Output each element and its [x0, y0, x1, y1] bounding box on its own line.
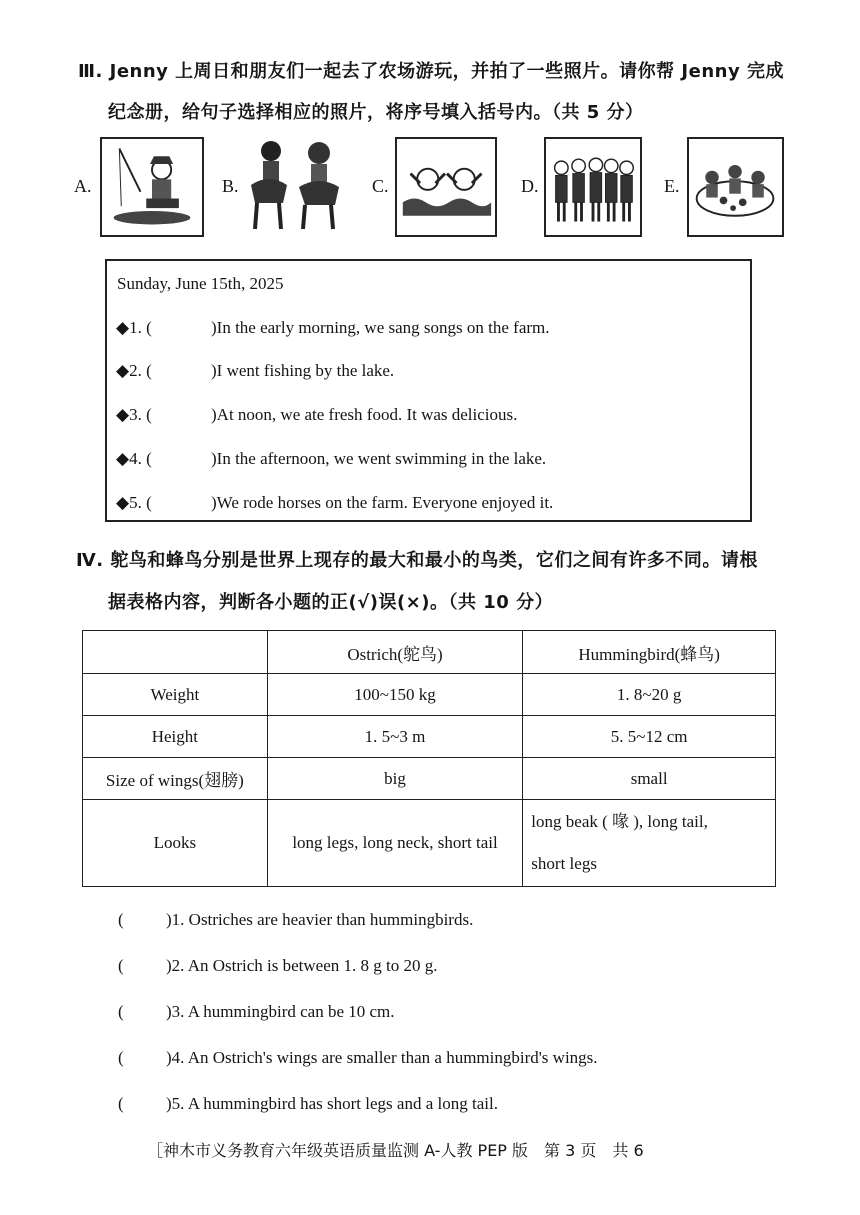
answer-blank[interactable]: ◆1. (	[116, 318, 152, 337]
table-cell: Size of wings(翅膀)	[83, 758, 268, 800]
table-row	[83, 800, 776, 887]
statement-1	[118, 910, 473, 930]
answer-blank[interactable]: (	[118, 1048, 124, 1067]
statement-2	[118, 956, 438, 976]
statement-text: )3. A hummingbird can be 10 cm.	[166, 1002, 395, 1021]
table-cell: 100~150 kg	[267, 674, 523, 716]
answer-blank[interactable]: ◆2. (	[116, 361, 152, 380]
table-cell: 1. 5~3 m	[267, 716, 523, 758]
table-cell: small	[523, 758, 776, 800]
section-4-title-line1: Ⅳ. 鸵鸟和蜂鸟分别是世界上现存的最大和最小的鸟类，它们之间有许多不同。请根	[76, 550, 758, 571]
comparison-table	[82, 630, 776, 887]
statement-text: )5. A hummingbird has short legs and a long tail.	[166, 1094, 498, 1113]
table-cell: Weight	[83, 674, 268, 716]
table-cell	[523, 800, 776, 887]
section-3-title-line1: Ⅲ. Jenny 上周日和朋友们一起去了农场游玩，并拍了一些照片。请你帮 Jenny 完成	[78, 61, 784, 82]
answer-blank[interactable]: ◆3. (	[116, 405, 152, 424]
table-row	[83, 758, 776, 800]
table-header-row	[83, 631, 776, 674]
table-cell: long legs, long neck, short tail	[267, 800, 523, 887]
section-3-title-line2: 纪念册，给句子选择相应的照片，将序号填入括号内。（共 5 分）	[108, 102, 644, 123]
diary-item-4	[116, 449, 546, 469]
table-header-cell: Ostrich(鸵鸟)	[267, 631, 523, 674]
table-cell: big	[267, 758, 523, 800]
page-footer: ［神木市义务教育六年级英语质量监测 A-人教 PEP 版 第 3 页 共 6	[147, 1141, 644, 1160]
diary-item-3	[116, 405, 517, 425]
diary-item-text: )We rode horses on the farm. Everyone enjoyed it.	[211, 493, 554, 512]
table-cell: 5. 5~12 cm	[523, 716, 776, 758]
answer-blank[interactable]: (	[118, 956, 124, 975]
picture-label-a: A.	[74, 176, 92, 196]
answer-blank[interactable]: (	[118, 1002, 124, 1021]
diary-item-text: )In the early morning, we sang songs on the farm.	[211, 318, 550, 337]
statement-text: )1. Ostriches are heavier than hummingbirds.	[166, 910, 474, 929]
statement-5	[118, 1094, 498, 1114]
diary-item-1	[116, 318, 550, 338]
table-row	[83, 674, 776, 716]
picture-label-c: C.	[372, 176, 389, 196]
table-cell: Looks	[83, 800, 268, 887]
statement-3	[118, 1002, 395, 1022]
section-4-title-line2: 据表格内容，判断各小题的正(√)误(×)。（共 10 分）	[108, 592, 554, 613]
table-cell: 1. 8~20 g	[523, 674, 776, 716]
table-row	[83, 716, 776, 758]
fishing-boy-icon	[100, 137, 204, 237]
picture-label-b: B.	[222, 176, 239, 196]
diary-item-2	[116, 361, 394, 381]
horse-riding-icon	[243, 137, 351, 237]
answer-blank[interactable]: ◆5. (	[116, 493, 152, 512]
table-header-cell: Hummingbird(蜂鸟)	[523, 631, 776, 674]
diary-item-text: )I went fishing by the lake.	[211, 361, 395, 380]
diary-box	[105, 259, 752, 522]
diary-item-text: )In the afternoon, we went swimming in the lake.	[211, 449, 547, 468]
table-cell: Height	[83, 716, 268, 758]
picture-label-d: D.	[521, 176, 539, 196]
statement-text: )2. An Ostrich is between 1. 8 g to 20 g.	[166, 956, 438, 975]
swimming-kids-icon	[395, 137, 497, 237]
answer-blank[interactable]: (	[118, 910, 124, 929]
looks-line-1: long beak ( 喙 ), long tail,	[531, 812, 708, 831]
statement-text: )4. An Ostrich's wings are smaller than a hummingbird's wings.	[166, 1048, 598, 1067]
answer-blank[interactable]: ◆4. (	[116, 449, 152, 468]
singing-children-icon	[544, 137, 642, 237]
picture-label-e: E.	[664, 176, 680, 196]
looks-line-2: short legs	[531, 854, 597, 873]
diary-item-5	[116, 493, 553, 513]
table-header-cell	[83, 631, 268, 674]
statement-4	[118, 1048, 598, 1068]
diary-date: Sunday, June 15th, 2025	[117, 274, 284, 293]
picnic-food-icon	[687, 137, 784, 237]
answer-blank[interactable]: (	[118, 1094, 124, 1113]
diary-item-text: )At noon, we ate fresh food. It was delicious.	[211, 405, 518, 424]
